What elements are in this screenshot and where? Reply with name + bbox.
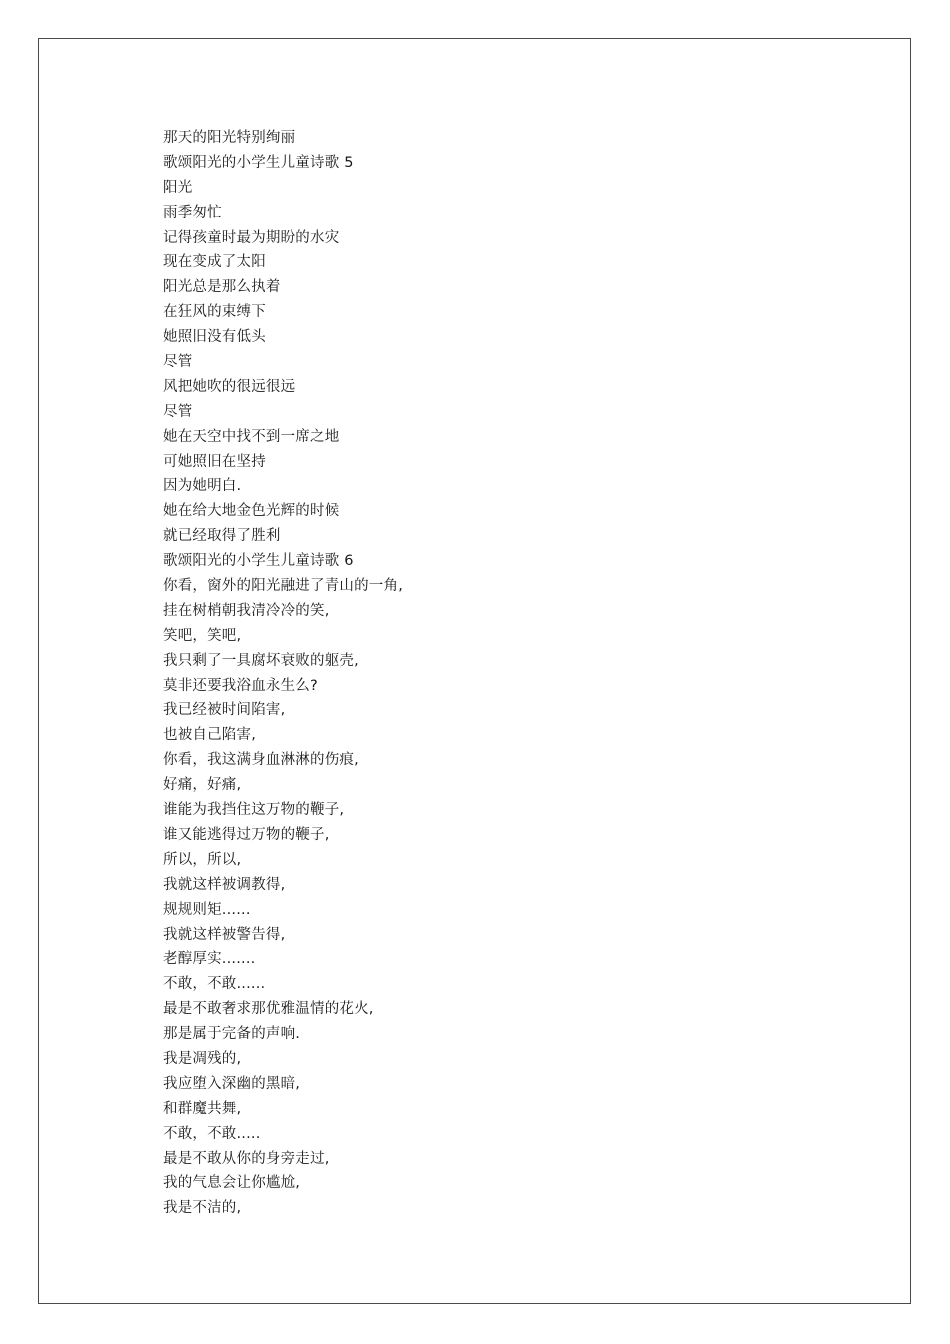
text-line: 那天的阳光特别绚丽 <box>163 130 296 146</box>
text-line: 笑吧，笑吧, <box>163 627 242 644</box>
text-line: 最是不敢从你的身旁走过, <box>163 1150 330 1167</box>
section-heading: 歌颂阳光的小学生儿童诗歌 6 <box>163 553 354 570</box>
text-line: 因为她明白. <box>163 478 242 495</box>
text-line: 谁能为我挡住这万物的鞭子, <box>163 802 345 819</box>
text-line: 她在天空中找不到一席之地 <box>163 428 340 445</box>
text-line: 她照旧没有低头 <box>163 329 266 346</box>
text-line: 和群魔共舞, <box>163 1100 242 1117</box>
text-line: 就已经取得了胜利 <box>163 528 281 545</box>
text-line: 尽管 <box>163 354 193 371</box>
poem-text-body <box>163 126 863 1221</box>
text-line: 我只剩了一具腐坏衰败的躯壳, <box>163 652 359 669</box>
text-line: 也被自己陷害, <box>163 727 257 744</box>
text-line: 老醇厚实....... <box>163 951 256 968</box>
text-line: 我是凋残的, <box>163 1050 242 1067</box>
text-line: 现在变成了太阳 <box>163 254 266 271</box>
poem-title: 阳光 <box>163 179 193 196</box>
text-line: 规规则矩...... <box>163 901 251 918</box>
text-line: 我就这样被警告得, <box>163 926 286 943</box>
text-line: 莫非还要我浴血永生么? <box>163 677 318 694</box>
text-line: 她在给大地金色光辉的时候 <box>163 503 340 520</box>
text-line: 你看，我这满身血淋淋的伤痕, <box>163 752 359 769</box>
section-heading: 歌颂阳光的小学生儿童诗歌 5 <box>163 154 354 171</box>
text-line: 风把她吹的很远很远 <box>163 378 296 395</box>
text-line: 我就这样被调教得, <box>163 876 286 893</box>
text-line: 我的气息会让你尴尬, <box>163 1175 301 1192</box>
text-line: 雨季匆忙 <box>163 204 222 221</box>
text-line: 我是不洁的, <box>163 1200 242 1217</box>
text-line: 所以，所以, <box>163 851 242 868</box>
text-line: 不敢，不敢...... <box>163 976 266 993</box>
text-line: 在狂风的束缚下 <box>163 304 266 321</box>
text-line: 我已经被时间陷害, <box>163 702 286 719</box>
text-line: 那是属于完备的声响. <box>163 1026 301 1043</box>
text-line: 可她照旧在坚持 <box>163 453 266 470</box>
text-line: 不敢，不敢..... <box>163 1125 261 1142</box>
text-line: 我应堕入深幽的黑暗, <box>163 1075 301 1092</box>
text-line: 记得孩童时最为期盼的水灾 <box>163 229 340 246</box>
text-line: 挂在树梢朝我清冷冷的笑, <box>163 602 330 619</box>
text-line: 最是不敢奢求那优雅温情的花火, <box>163 1001 374 1018</box>
text-line: 好痛，好痛, <box>163 777 242 794</box>
text-line: 谁又能逃得过万物的鞭子, <box>163 826 330 843</box>
text-line: 你看，窗外的阳光融进了青山的一角, <box>163 578 404 595</box>
text-line: 尽管 <box>163 403 193 420</box>
text-line: 阳光总是那么执着 <box>163 279 281 296</box>
